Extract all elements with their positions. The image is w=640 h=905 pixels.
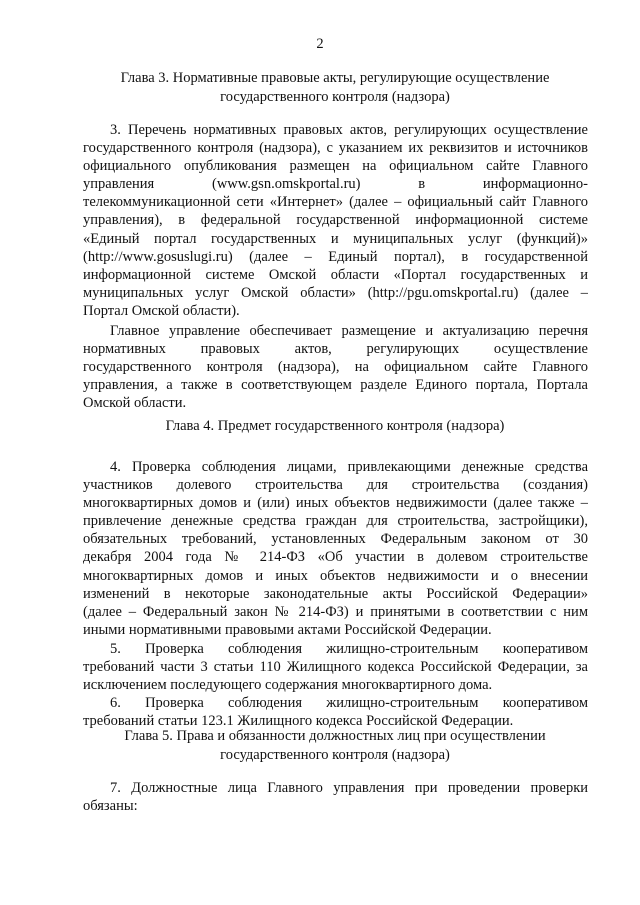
text-line: 7. Должностные лица Главного управления при проведении проверки — [110, 780, 588, 796]
paragraph-publication — [83, 322, 588, 412]
chapter-4-heading-line: Глава 4. Предмет государственного контроля (надзора) — [165, 418, 505, 434]
text-line: управления), в федеральной государственной информационной системе — [83, 212, 588, 229]
text-line: исключением последующего содержания многоквартирного дома. — [83, 677, 493, 694]
text-line: иными нормативными правовыми актами Российской Федерации. — [83, 621, 492, 638]
text-line: (далее – Федеральный закон № 214-ФЗ) и принятыми в соответствии с ним — [83, 603, 588, 620]
text-line: изменений в некоторые законодательные акты Российской Федерации» — [83, 585, 588, 602]
paragraph-6 — [83, 676, 588, 730]
page-number: 2 — [316, 36, 324, 52]
chapter-3-heading — [60, 69, 610, 107]
text-line: 4. Проверка соблюдения лицами, привлекающими денежные средства — [110, 459, 588, 475]
chapter-3-heading-line-2: государственного контроля (надзора) — [220, 89, 450, 105]
text-line: (http://www.gosuslugi.ru) (далее – Единый портал), в государственной — [83, 248, 588, 265]
paragraph-4 — [83, 458, 588, 639]
text-line: государственного контроля (надзора), с указанием их реквизитов и источников — [83, 140, 588, 157]
text-line: Портал Омской области). — [83, 302, 240, 319]
chapter-5-heading-line-2: государственного контроля (надзора) — [220, 747, 450, 763]
text-line: муниципальных услуг Омской области» (http://pgu.omskportal.ru) (далее – — [83, 284, 588, 301]
text-line: участников долевого строительства для строительства (создания) — [83, 477, 588, 494]
text-line: государственного контроля (надзора), на официальном сайте Главного — [83, 359, 588, 376]
text-line: телекоммуникационной сети «Интернет» (далее – официальный сайт Главного — [83, 194, 588, 211]
text-line: управления, а также в соответствующем разделе Единого портала, Портала — [83, 377, 588, 394]
text-line: обязательных требований, установленных Федеральным законом от 30 — [83, 531, 588, 548]
text-line: Главное управление обеспечивает размещение и актуализацию перечня — [110, 323, 588, 339]
text-line: многоквартирных домов и иных объектов недвижимости и о внесении — [83, 567, 588, 584]
chapter-5-heading-line-1: Глава 5. Права и обязанности должностных лиц при осуществлении — [124, 728, 546, 744]
chapter-4-heading — [60, 417, 610, 436]
text-line: требований статьи 123.1 Жилищного кодекса Российской Федерации. — [83, 713, 514, 730]
text-line: 6. Проверка соблюдения жилищно-строительным кооперативом — [110, 695, 588, 711]
text-line: 3. Перечень нормативных правовых актов, регулирующих осуществление — [110, 122, 588, 138]
chapter-5-heading — [60, 727, 610, 765]
paragraph-7 — [83, 779, 588, 815]
paragraph-3 — [83, 121, 588, 320]
text-line: многоквартирных домов и (или) иных объектов недвижимости (далее также – — [83, 495, 588, 512]
text-line: нормативных правовых актов, регулирующих осуществление — [83, 341, 588, 358]
text-line: 5. Проверка соблюдения жилищно-строительным кооперативом — [110, 641, 588, 657]
text-line: обязаны: — [83, 798, 138, 815]
text-line: привлечение денежные средства граждан для строительства, застройщики), — [83, 513, 588, 530]
text-line: «Единый портал государственных и муниципальных услуг (функций)» — [83, 230, 588, 247]
text-line: Омской области. — [83, 395, 187, 412]
text-line: управления (www.gsn.omskportal.ru) в информационно- — [83, 176, 588, 193]
text-line: информационной системе Омской области «Портал государственных и — [83, 266, 588, 283]
text-line: требований части 3 статьи 110 Жилищного кодекса Российской Федерации, за — [83, 659, 588, 676]
chapter-3-heading-line-1: Глава 3. Нормативные правовые акты, регулирующие осуществление — [120, 70, 550, 86]
text-line: декабря 2004 года № 214-ФЗ «Об участии в долевом строительстве — [83, 549, 588, 566]
text-line: официального опубликования размещен на официальном сайте Главного — [83, 158, 588, 175]
